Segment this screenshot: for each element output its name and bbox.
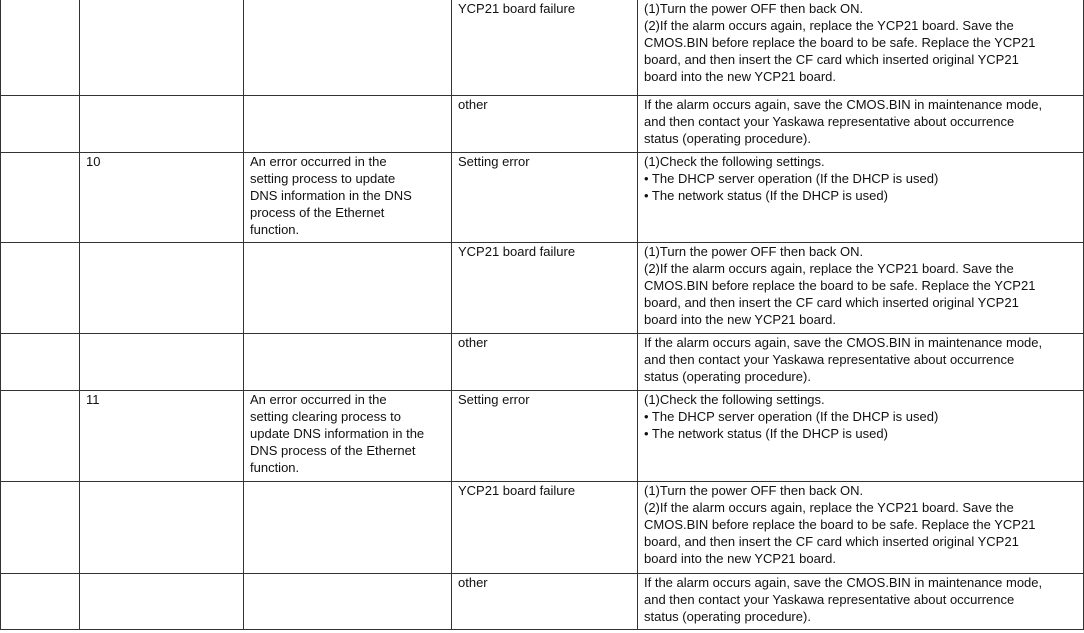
description-cell <box>244 95 452 152</box>
remedy-line: and then contact your Yaskawa representative about occurrence <box>644 351 1015 367</box>
remedy-line: (1)Check the following settings. <box>644 153 825 169</box>
remedy-cell <box>638 152 1084 242</box>
alarm-number-cell <box>1 0 80 95</box>
description-line: update DNS information in the <box>250 425 425 441</box>
remedy-line: CMOS.BIN before replace the board to be safe. Replace the YCP21 <box>644 516 1036 532</box>
remedy-line: (1)Turn the power OFF then back ON. <box>644 1 864 16</box>
remedy-line: • The network status (If the DHCP is used) <box>644 425 888 441</box>
remedy-cell <box>638 95 1084 152</box>
remedy-line: If the alarm occurs again, save the CMOS.BIN in maintenance mode, <box>644 334 1043 350</box>
alarm-number-cell <box>1 152 80 242</box>
remedy-line: (2)If the alarm occurs again, replace the YCP21 board. Save the <box>644 18 1014 33</box>
description-cell <box>244 573 452 629</box>
remedy-cell <box>638 390 1084 481</box>
remedy-line: (1)Turn the power OFF then back ON. <box>644 482 864 498</box>
remedy-line: (2)If the alarm occurs again, replace the YCP21 board. Save the <box>644 499 1014 515</box>
sub-code-cell <box>80 573 244 629</box>
remedy-cell <box>638 573 1084 629</box>
description-line: An error occurred in the <box>250 153 387 169</box>
table-row <box>1 242 1084 333</box>
alarm-number-cell <box>1 390 80 481</box>
cause-cell: other <box>452 573 638 629</box>
table-row <box>1 390 1084 481</box>
remedy-line: CMOS.BIN before replace the board to be safe. Replace the YCP21 <box>644 35 1036 50</box>
sub-code-cell <box>80 481 244 573</box>
remedy-line: and then contact your Yaskawa representative about occurrence <box>644 591 1015 607</box>
sub-code-cell <box>80 242 244 333</box>
remedy-line: and then contact your Yaskawa representative about occurrence <box>644 113 1015 129</box>
alarm-number-cell <box>1 242 80 333</box>
table-row <box>1 152 1084 242</box>
table-row <box>1 0 1084 95</box>
remedy-cell <box>638 242 1084 333</box>
cause-cell: YCP21 board failure <box>452 242 638 333</box>
description-cell <box>244 390 452 481</box>
description-line: function. <box>250 221 300 237</box>
description-line: DNS process of the Ethernet <box>250 442 416 458</box>
table-row <box>1 481 1084 573</box>
remedy-line: (2)If the alarm occurs again, replace the YCP21 board. Save the <box>644 260 1014 276</box>
remedy-cell <box>638 0 1084 95</box>
description-cell <box>244 333 452 390</box>
description-line: function. <box>250 459 300 475</box>
alarm-number-cell <box>1 481 80 573</box>
description-cell <box>244 242 452 333</box>
remedy-line: • The DHCP server operation (If the DHCP is used) <box>644 170 939 186</box>
remedy-line: • The network status (If the DHCP is used) <box>644 187 888 203</box>
remedy-line: board into the new YCP21 board. <box>644 311 837 327</box>
remedy-line: (1)Turn the power OFF then back ON. <box>644 243 864 259</box>
remedy-line: status (operating procedure). <box>644 368 811 384</box>
remedy-line: status (operating procedure). <box>644 130 811 146</box>
remedy-line: board into the new YCP21 board. <box>644 550 837 566</box>
description-cell <box>244 0 452 95</box>
cause-cell: other <box>452 95 638 152</box>
remedy-line: status (operating procedure). <box>644 608 811 624</box>
description-cell <box>244 152 452 242</box>
alarm-number-cell <box>1 333 80 390</box>
remedy-cell <box>638 481 1084 573</box>
remedy-cell <box>638 333 1084 390</box>
sub-code-cell: 10 <box>80 152 244 242</box>
description-line: setting process to update <box>250 170 396 186</box>
cause-cell: Setting error <box>452 390 638 481</box>
description-line: setting clearing process to <box>250 408 402 424</box>
cause-cell: YCP21 board failure <box>452 481 638 573</box>
remedy-line: board into the new YCP21 board. <box>644 69 837 84</box>
description-cell <box>244 481 452 573</box>
remedy-line: board, and then insert the CF card which inserted original YCP21 <box>644 52 1019 67</box>
sub-code-cell <box>80 0 244 95</box>
table-row <box>1 333 1084 390</box>
sub-code-cell <box>80 95 244 152</box>
alarm-number-cell <box>1 95 80 152</box>
remedy-line: board, and then insert the CF card which inserted original YCP21 <box>644 294 1019 310</box>
cause-cell: other <box>452 333 638 390</box>
sub-code-cell <box>80 333 244 390</box>
alarm-number-cell <box>1 573 80 629</box>
remedy-line: (1)Check the following settings. <box>644 391 825 407</box>
remedy-line: If the alarm occurs again, save the CMOS.BIN in maintenance mode, <box>644 96 1043 112</box>
remedy-line: CMOS.BIN before replace the board to be safe. Replace the YCP21 <box>644 277 1036 293</box>
table-row <box>1 573 1084 629</box>
cause-cell: Setting error <box>452 152 638 242</box>
remedy-line: • The DHCP server operation (If the DHCP is used) <box>644 408 939 424</box>
cause-cell: YCP21 board failure <box>452 0 638 95</box>
description-line: DNS information in the DNS <box>250 187 412 203</box>
remedy-line: If the alarm occurs again, save the CMOS.BIN in maintenance mode, <box>644 574 1043 590</box>
remedy-line: board, and then insert the CF card which inserted original YCP21 <box>644 533 1019 549</box>
description-line: An error occurred in the <box>250 391 387 407</box>
description-line: process of the Ethernet <box>250 204 385 220</box>
sub-code-cell: 11 <box>80 390 244 481</box>
table-row <box>1 95 1084 152</box>
